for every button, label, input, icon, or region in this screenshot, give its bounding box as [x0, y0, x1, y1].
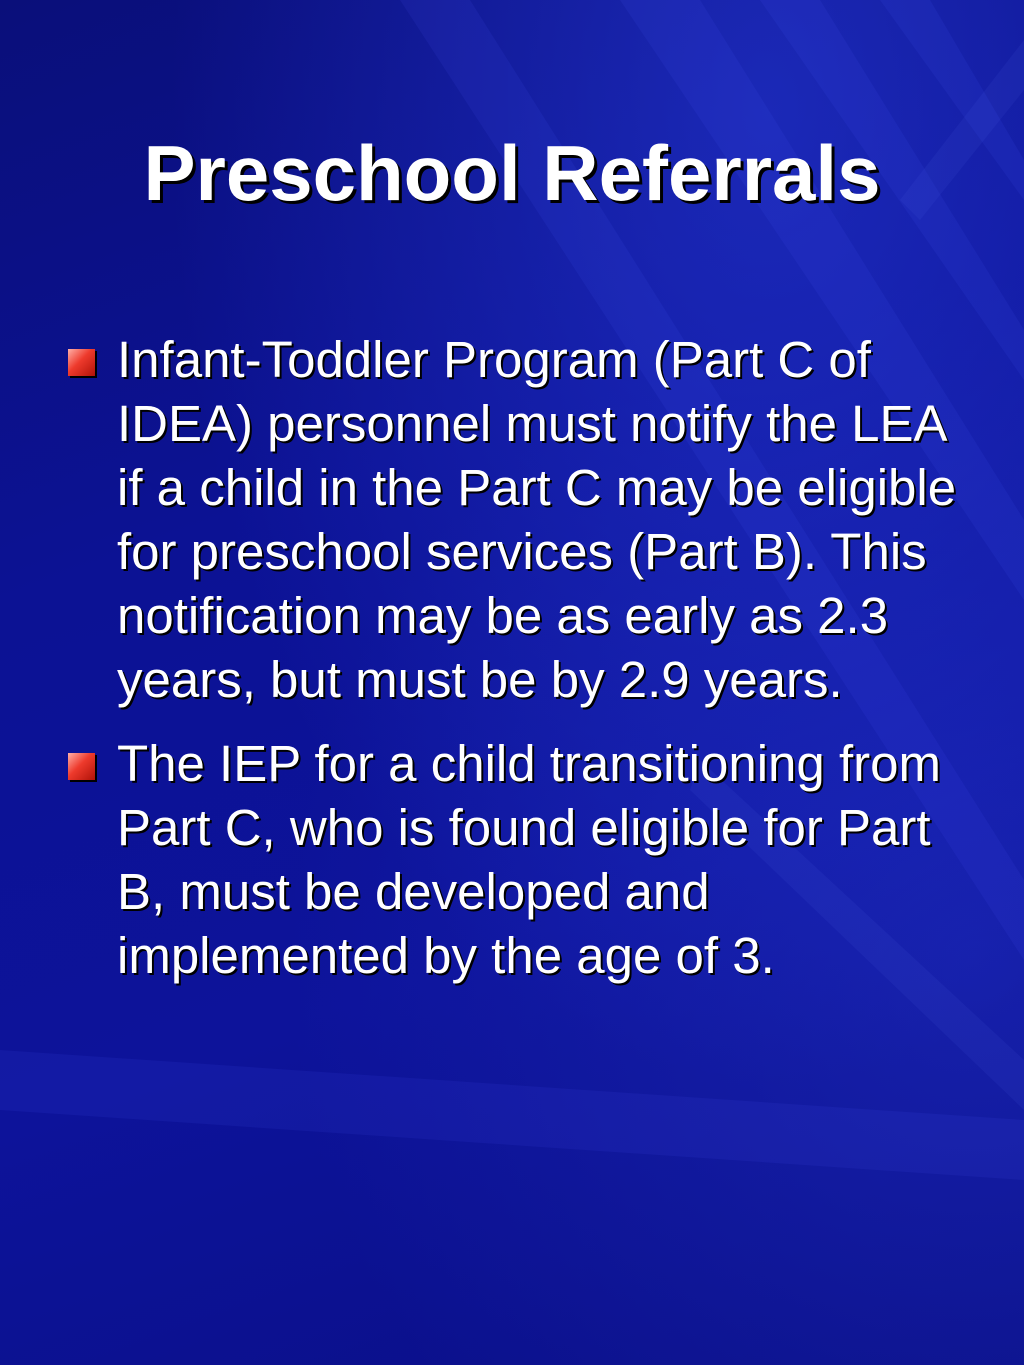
red-square-bullet-icon [68, 349, 95, 376]
red-square-bullet-icon [68, 753, 95, 780]
bullet-item [0, 328, 967, 712]
bullet-text: Infant-Toddler Program (Part C of IDEA) personnel must notify the LEA if a child in the Part C may be eligible for preschool services (Part B). This notification may be as early as 2.3 years, but must be by 2.9 years. [117, 331, 957, 708]
slide-title: Preschool Referrals [143, 129, 881, 217]
bullet-item [0, 732, 967, 988]
bullet-list [0, 328, 1024, 1008]
bullet-text: The IEP for a child transitioning from Part C, who is found eligible for Part B, must be developed and implemented by the age of 3. [117, 735, 941, 984]
